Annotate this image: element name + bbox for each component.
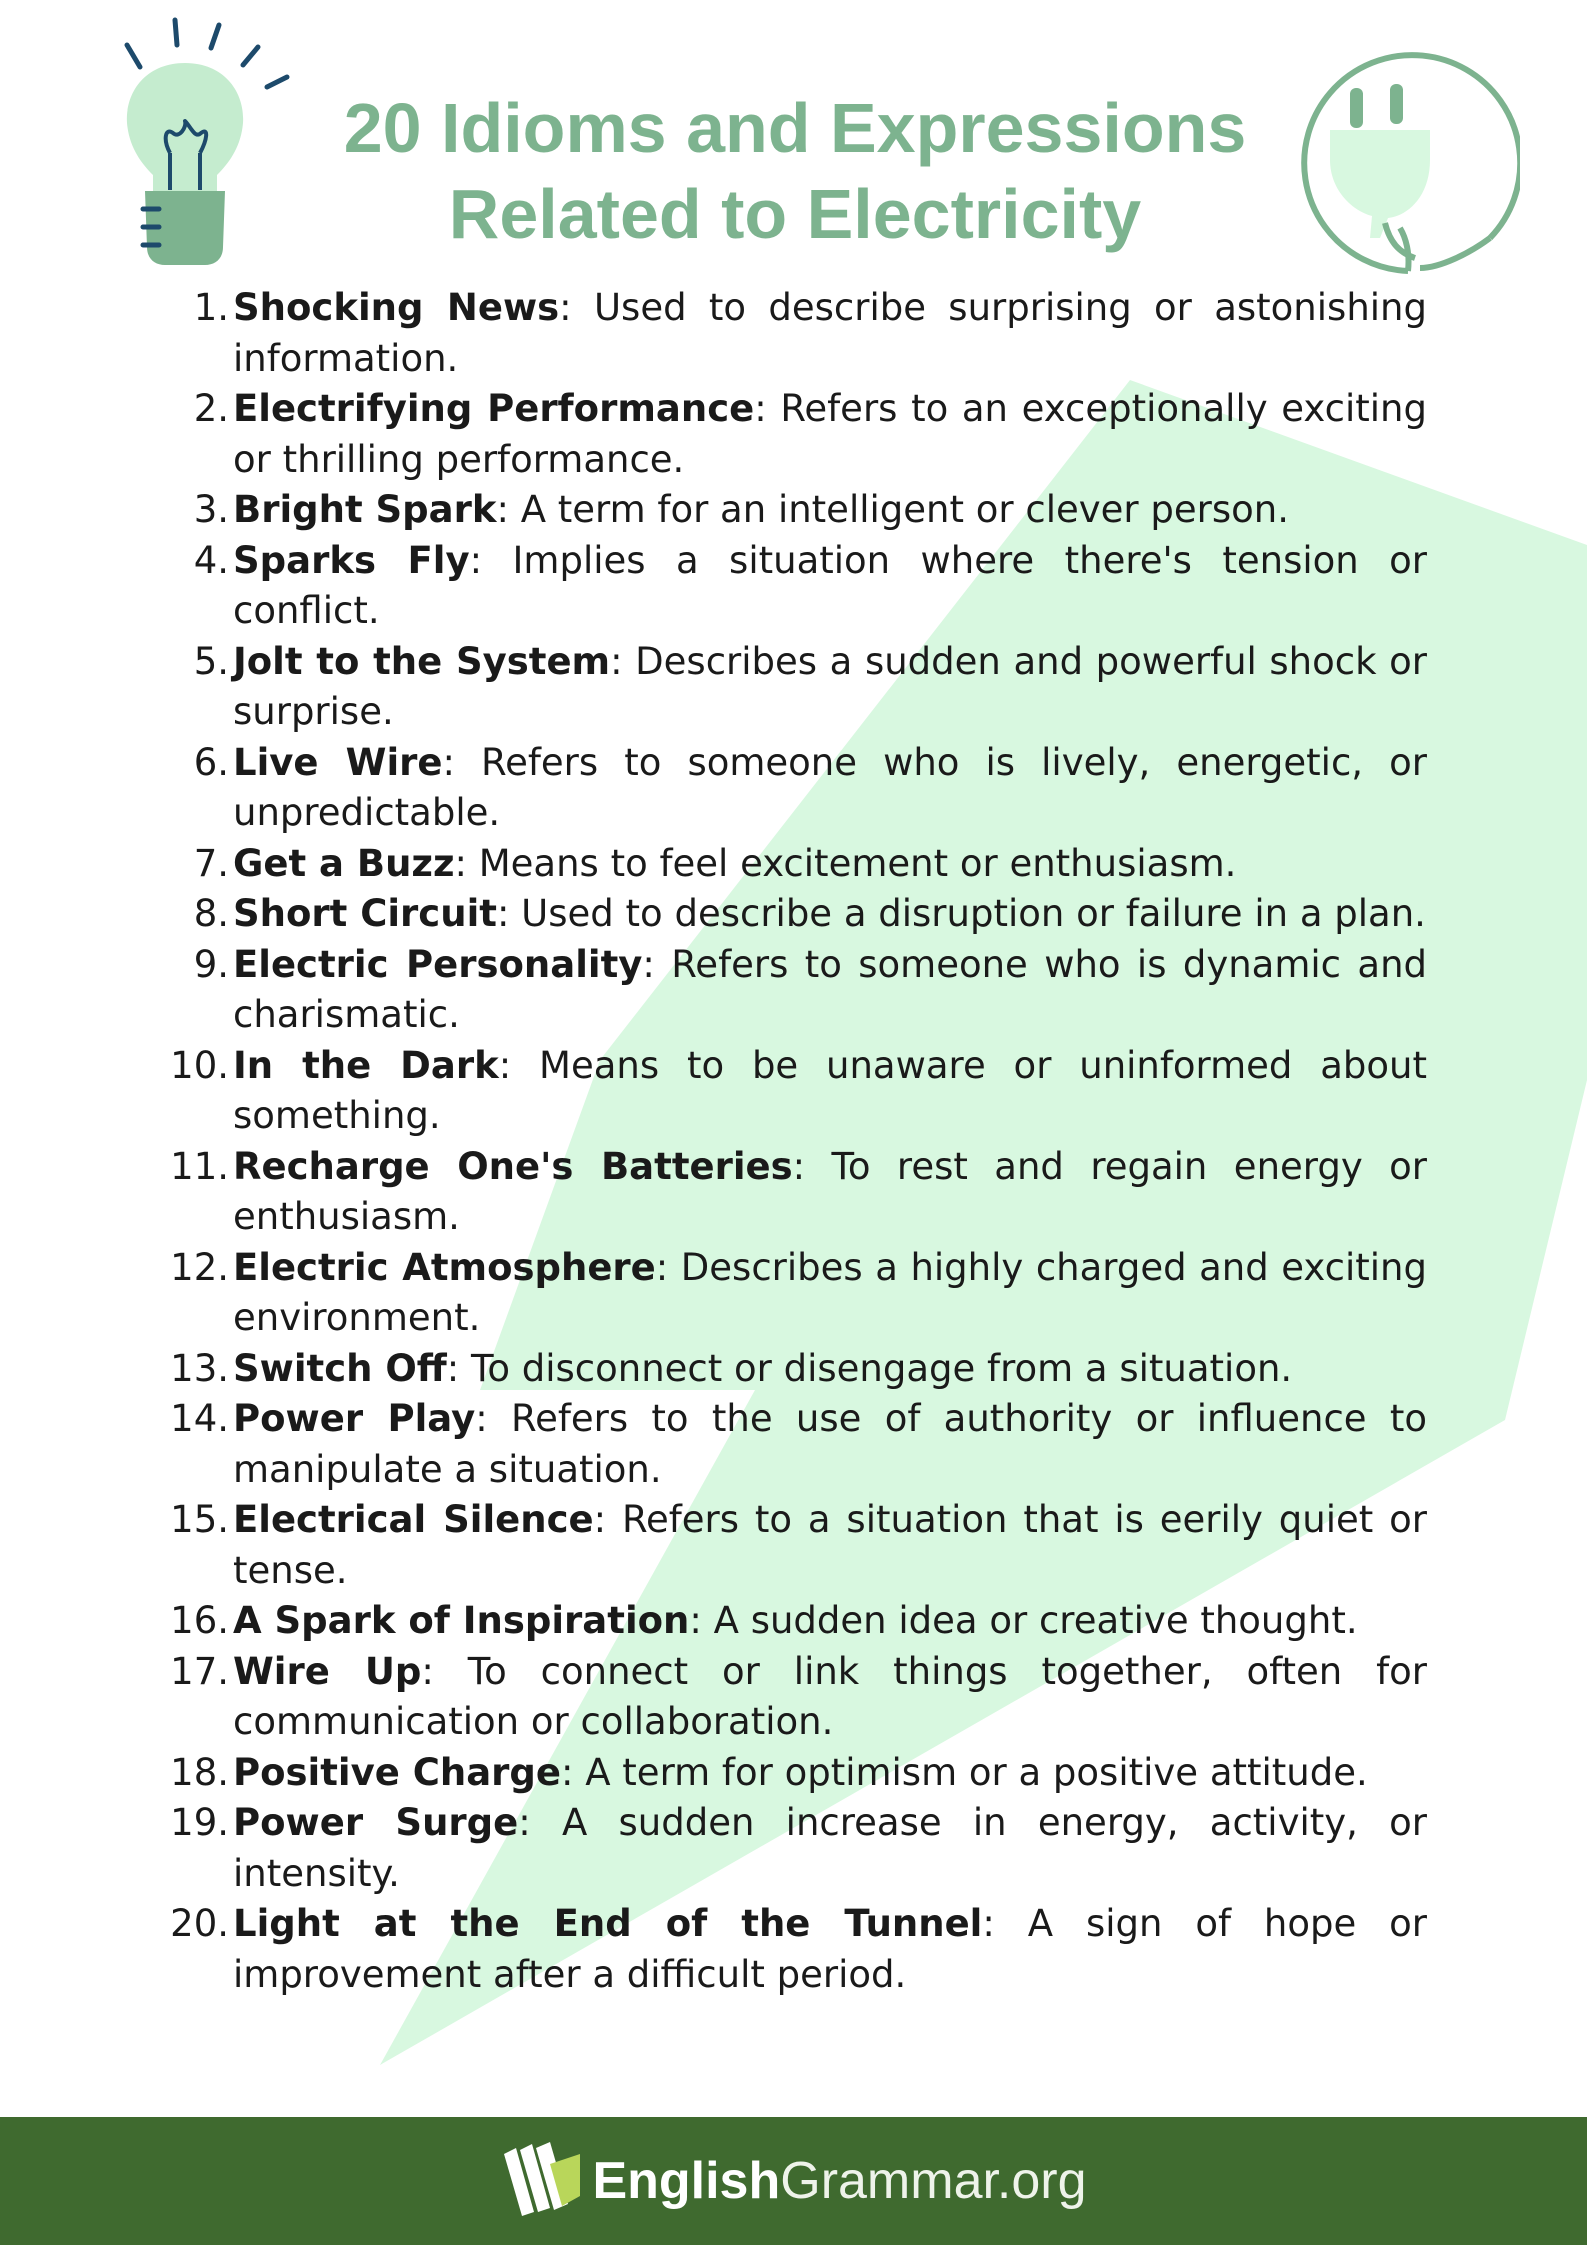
item-number: 3.	[193, 488, 229, 531]
list-item	[155, 485, 1427, 536]
books-logo-icon	[500, 2140, 582, 2222]
idiom-definition: : Refers to an exceptionally exciting or thrilling performance.	[233, 387, 1427, 481]
list-item	[155, 1344, 1427, 1395]
item-number: 9.	[193, 942, 229, 986]
idiom-definition: : Refers to a situation that is eerily quiet or tense.	[233, 1498, 1427, 1592]
idiom-term: Power Surge	[233, 1801, 519, 1844]
idiom-definition: : To connect or link things together, often for communication or collaboration.	[233, 1649, 1428, 1743]
idiom-definition: : Refers to someone who is dynamic and charismatic.	[233, 942, 1427, 1036]
item-number: 18.	[170, 1750, 229, 1794]
idiom-term: Light at the End of the Tunnel	[233, 1902, 983, 1945]
idiom-term: Shocking News	[233, 286, 560, 329]
list-item	[155, 889, 1427, 940]
idiom-term: Electric Personality	[233, 942, 643, 986]
item-number: 7.	[193, 841, 229, 885]
idiom-definition: : A sign of hope or improvement after a difficult period.	[233, 1902, 1427, 1996]
page-title	[250, 85, 1340, 257]
item-number: 5.	[193, 639, 229, 683]
idiom-term: Jolt to the System	[233, 639, 611, 683]
item-number: 13.	[170, 1346, 229, 1390]
idiom-term: In the Dark	[233, 1043, 499, 1087]
list-item	[155, 839, 1427, 890]
item-number: 19.	[170, 1801, 229, 1844]
idiom-definition: : A term for an intelligent or clever person.	[496, 488, 1289, 531]
idiom-term: Electrifying Performance	[233, 387, 755, 430]
item-number: 8.	[193, 892, 229, 935]
idiom-term: Positive Charge	[233, 1750, 561, 1794]
idiom-definition: : To disconnect or disengage from a situation.	[446, 1346, 1293, 1390]
list-item	[155, 1798, 1427, 1899]
list-item	[155, 637, 1427, 738]
idiom-term: Wire Up	[233, 1649, 422, 1693]
item-number: 20.	[170, 1902, 229, 1945]
list-item	[155, 1899, 1427, 2000]
idiom-definition: : Refers to someone who is lively, energetic, or unpredictable.	[233, 740, 1427, 834]
idiom-term: Short Circuit	[233, 892, 497, 935]
list-item	[155, 384, 1427, 485]
idiom-list	[155, 283, 1427, 2000]
idiom-definition: : A term for optimism or a positive attitude.	[561, 1750, 1368, 1794]
brand-name-bold: English	[592, 2152, 781, 2210]
idiom-term: Bright Spark	[233, 488, 497, 531]
idiom-definition: : Used to describe surprising or astonishing information.	[233, 286, 1427, 380]
item-number: 12.	[170, 1245, 229, 1289]
footer-bar	[0, 2117, 1587, 2245]
item-number: 14.	[170, 1397, 229, 1440]
idiom-definition: : Describes a sudden and powerful shock or surprise.	[233, 639, 1427, 733]
item-number: 17.	[170, 1649, 229, 1693]
idiom-definition: : Means to be unaware or uninformed about something.	[233, 1043, 1427, 1137]
brand-logo[interactable]	[500, 2140, 1086, 2222]
idiom-term: Electric Atmosphere	[233, 1245, 656, 1289]
list-item	[155, 1748, 1427, 1799]
title-line-1: 20 Idioms and Expressions	[343, 89, 1247, 167]
list-item	[155, 1647, 1427, 1748]
idiom-term: Switch Off	[233, 1346, 447, 1390]
item-number: 4.	[193, 538, 229, 582]
item-number: 10.	[170, 1043, 229, 1087]
idiom-definition: : Refers to the use of authority or influence to manipulate a situation.	[233, 1397, 1427, 1491]
list-item	[155, 1243, 1427, 1344]
item-number: 1.	[193, 286, 229, 329]
idiom-term: Sparks Fly	[233, 538, 470, 582]
list-item	[155, 1041, 1427, 1142]
idiom-definition: : Implies a situation where there's tension or conflict.	[233, 538, 1427, 632]
idiom-term: Electrical Silence	[233, 1498, 594, 1541]
idiom-definition: : Describes a highly charged and exciting environment.	[233, 1245, 1427, 1339]
idiom-definition: : Used to describe a disruption or failure in a plan.	[496, 892, 1426, 935]
brand-name	[592, 2151, 1086, 2211]
idiom-term: Power Play	[233, 1397, 476, 1440]
idiom-term: Recharge One's Batteries	[233, 1144, 793, 1188]
list-item	[155, 1596, 1427, 1647]
idiom-term: Get a Buzz	[233, 841, 455, 885]
idiom-term: Live Wire	[233, 740, 443, 784]
idiom-definition: : A sudden idea or creative thought.	[689, 1599, 1358, 1642]
idiom-definition: : To rest and regain energy or enthusiasm.	[233, 1144, 1427, 1238]
list-item	[155, 536, 1427, 637]
idiom-definition: : Means to feel excitement or enthusiasm.	[454, 841, 1237, 885]
list-item	[155, 1142, 1427, 1243]
item-number: 16.	[170, 1599, 229, 1642]
list-item	[155, 1394, 1427, 1495]
list-item	[155, 738, 1427, 839]
list-item	[155, 940, 1427, 1041]
list-item	[155, 1495, 1427, 1596]
idiom-term: A Spark of Inspiration	[233, 1599, 690, 1642]
item-number: 6.	[193, 740, 229, 784]
list-item	[155, 283, 1427, 384]
brand-name-light: Grammar.org	[780, 2152, 1087, 2210]
plug-icon	[1290, 48, 1520, 282]
item-number: 15.	[170, 1498, 229, 1541]
idiom-definition: : A sudden increase in energy, activity, or intensity.	[233, 1801, 1428, 1895]
item-number: 2.	[193, 387, 229, 430]
item-number: 11.	[170, 1144, 229, 1188]
title-line-2: Related to Electricity	[448, 175, 1142, 253]
